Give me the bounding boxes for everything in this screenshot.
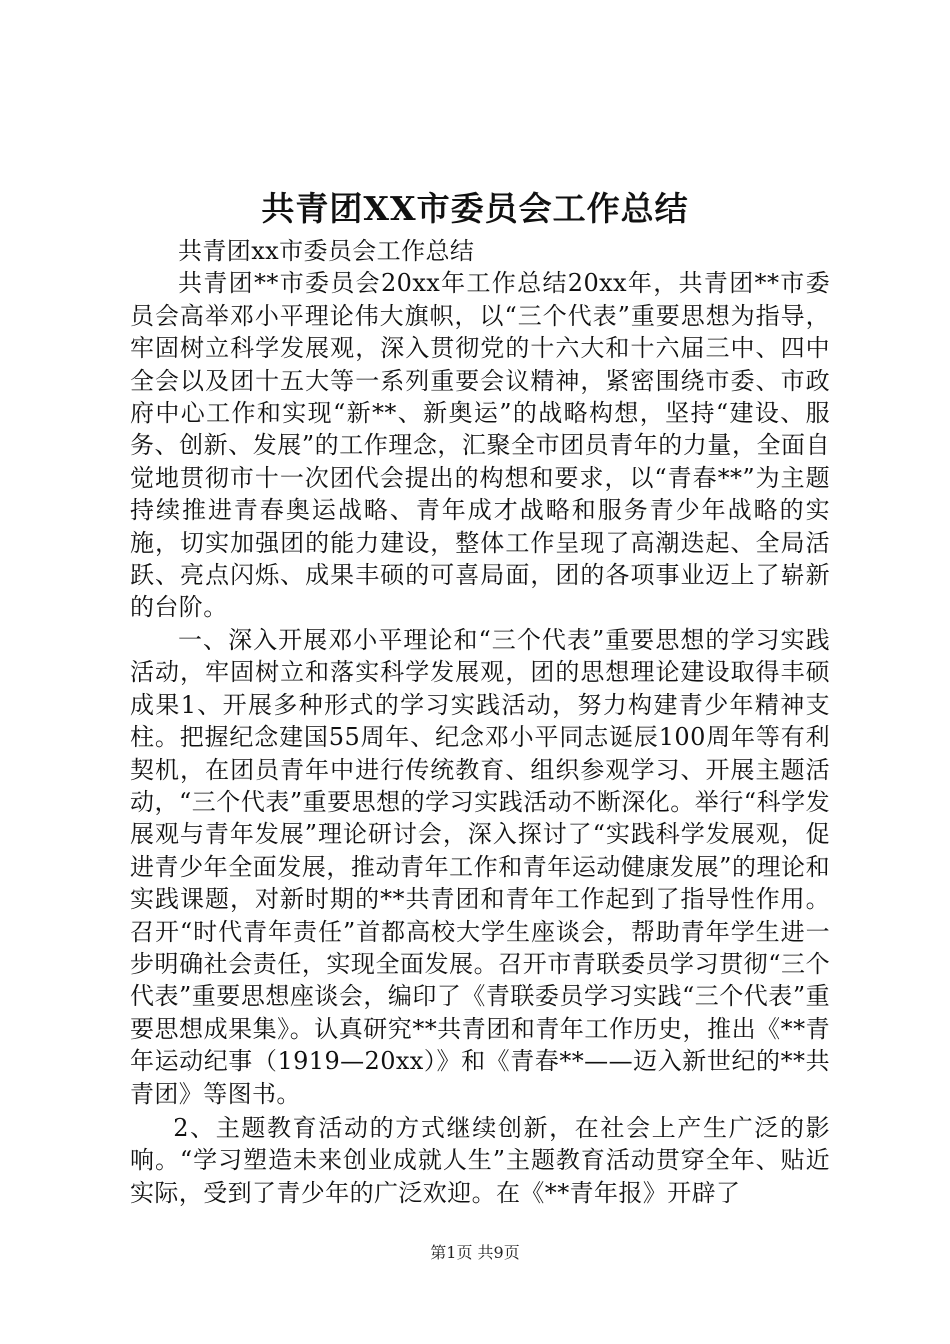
document-subtitle: 共青团xx市委员会工作总结	[178, 237, 475, 265]
paragraph-intro: 共青团**市委员会20xx年工作总结20xx年，共青团**市委员会高举邓小平理论伟大旗帜，以“三个代表”重要思想为指导，牢固树立科学发展观，深入贯彻党的十六大和十六届三中、四中全会以及团十五大等一系列重要会议精神，紧密围绕市委、市政府中心工作和实现“新**、新奥运”的战略构想，坚持“建设、服务、创新、发展”的工作理念，汇聚全市团员青年的力量，全面自觉地贯彻市十一次团代会提出的构想和要求，以“青春**”为主题持续推进青春奥运战略、青年成才战略和服务青少年战略的实施，切实加强团的能力建设，整体工作呈现了高潮迭起、全局活跃、亮点闪烁、成果丰硕的可喜局面，团的各项事业迈上了崭新的台阶。	[130, 269, 830, 622]
paragraph-section-two: 2、主题教育活动的方式继续创新，在社会上产生广泛的影响。“学习塑造未来创业成就人生”主题教育活动贯穿全年、贴近实际，受到了青少年的广泛欢迎。在《**青年报》开辟了	[130, 1113, 830, 1207]
paragraph-section-one: 一、深入开展邓小平理论和“三个代表”重要思想的学习实践活动，牢固树立和落实科学发展观，团的思想理论建设取得丰硕成果1、开展多种形式的学习实践活动，努力构建青少年精神支柱。把握纪念建国55周年、纪念邓小平同志诞辰100周年等有利契机，在团员青年中进行传统教育、组织参观学习、开展主题活动，“三个代表”重要思想的学习实践活动不断深化。举行“科学发展观与青年发展”理论研讨会，深入探讨了“实践科学发展观，促进青少年全面发展，推动青年工作和青年运动健康发展”的理论和实践课题，对新时期的**共青团和青年工作起到了指导性作用。召开“时代青年责任”首都高校大学生座谈会，帮助青年学生进一步明确社会责任，实现全面发展。召开市青联委员学习贯彻“三个代表”重要思想座谈会，编印了《青联委员学习实践“三个代表”重要思想成果集》。认真研究**共青团和青年工作历史，推出《**青年运动纪事（1919—20xx）》和《青春**——迈入新世纪的**共青团》等图书。	[130, 625, 830, 1108]
page-number-footer: 第1页 共9页	[430, 1243, 520, 1262]
document-title: 共青团XX市委员会工作总结	[261, 189, 689, 228]
document-body	[130, 235, 830, 1209]
